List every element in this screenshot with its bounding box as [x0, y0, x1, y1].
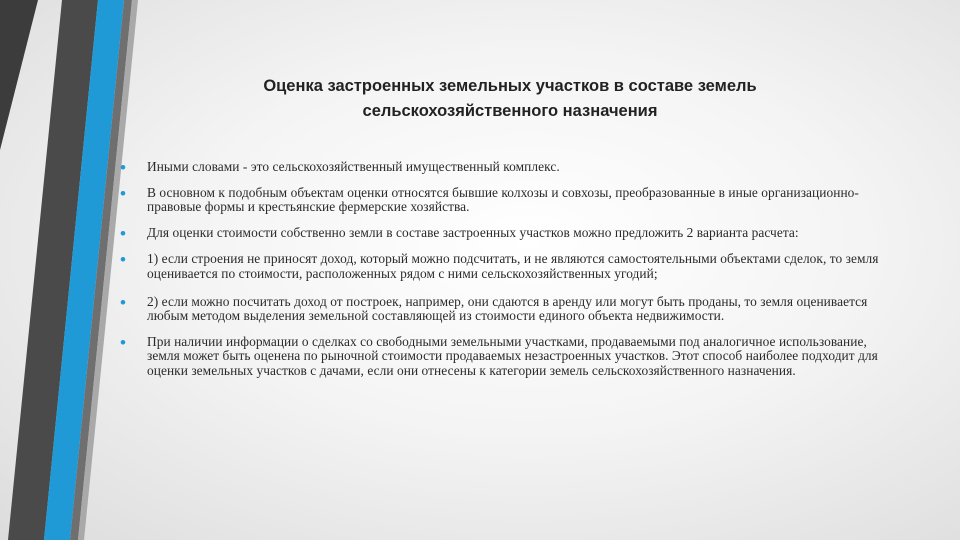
list-item: [120, 183, 900, 215]
slide-title-line-2: сельскохозяйственного назначения: [362, 102, 658, 120]
bullet-text: Для оценки стоимости собственно земли в составе застроенных участков можно предложить 2 варианта расчета:: [147, 224, 799, 240]
slide-title-line-1: Оценка застроенных земельных участков в составе земель: [263, 77, 757, 95]
list-item: [120, 252, 900, 281]
dark-stripe: [0, 0, 38, 150]
list-item: [120, 292, 900, 324]
bullet-text: Иными словами - это сельскохозяйственный имущественный комплекс.: [147, 159, 560, 174]
bullet-icon: •: [120, 183, 126, 203]
bullet-text: В основном к подобным объектам оценки относятся бывшие колхозы и совхозы, преобразованные в иные организационно-правовые формы и крестьянские фермерские хозяйства.: [147, 184, 859, 215]
list-item: [120, 332, 900, 379]
bullet-icon: •: [120, 158, 126, 177]
bullet-list: [120, 160, 900, 379]
bullet-text: При наличии информации о сделках со свободными земельными участками, продаваемыми под аналогичное использование, земля может быть оценена по рыночной стоимости продаваемых незастроенных участков. Этот способ наиболее подходит для оценки земельных участков с дачами, если они отнесены к категории земель сельскохозяйственного назначения.: [147, 333, 878, 378]
bullet-icon: •: [120, 250, 126, 270]
bullet-icon: •: [120, 332, 126, 352]
bullet-text: 1) если строения не приносят доход, который можно подсчитать, и не являются самостоятельными объектами сделок, то земля оценивается по стоимости, расположенных рядом с ними сельскохозяйственных угодий;: [147, 251, 879, 281]
list-item: [120, 160, 900, 175]
bullet-icon: •: [120, 223, 126, 243]
slide-title: [180, 74, 840, 124]
decorative-stripes: [0, 0, 140, 540]
bullet-text: 2) если можно посчитать доход от построек, например, они сдаются в аренду или могут быть проданы, то земля оценивается любым методом выделения земельной составляющей из стоимости единого объекта недвижимости.: [147, 293, 868, 324]
list-item: [120, 223, 900, 243]
bullet-icon: •: [120, 292, 126, 312]
